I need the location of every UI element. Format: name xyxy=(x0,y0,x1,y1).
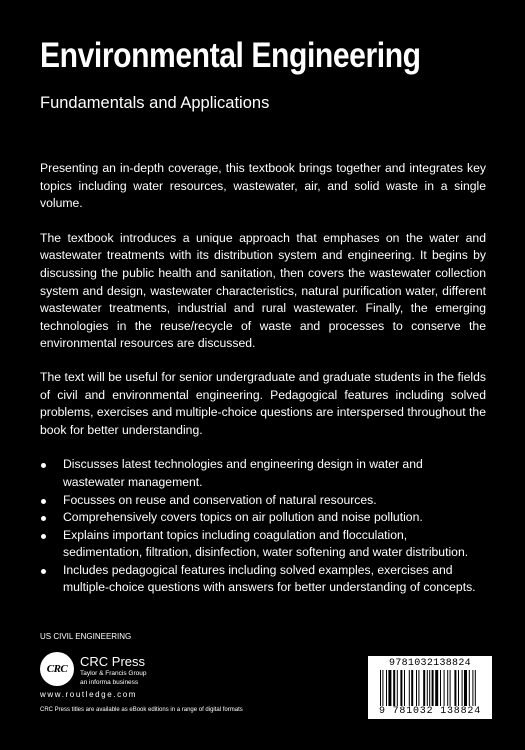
barcode-bar xyxy=(418,670,419,706)
barcode-bar xyxy=(429,670,430,706)
barcode-bar xyxy=(393,670,395,706)
book-title: Environmental Engineering xyxy=(40,36,421,75)
barcode-bar xyxy=(472,670,473,706)
barcode-bar xyxy=(462,670,463,706)
feature-list xyxy=(40,456,486,597)
barcode-bar xyxy=(432,670,434,706)
barcode-bar xyxy=(469,670,470,706)
isbn-barcode xyxy=(368,656,492,719)
feature-list-item: Explains important topics including coagulation and flocculation, sedimentation, filtration, disinfection, water softening and water distribution. xyxy=(40,527,486,562)
logo-text: CRC xyxy=(46,663,68,675)
description-body xyxy=(40,160,486,597)
isbn-number-bottom: 9 781032 138824 xyxy=(378,706,481,717)
feature-list-item: Includes pedagogical features including solved examples, exercises and multiple-choice questions with answers for better understanding of concepts. xyxy=(40,562,486,597)
barcode-bar xyxy=(435,670,438,706)
description-paragraph: The text will be useful for senior undergraduate and graduate students in the fields of civil and environmental engineering. Pedagogical features including solved problems, exercises and multiple-choice questions are interspersed throughout the book for better understanding. xyxy=(40,369,486,437)
barcode-bar xyxy=(464,670,467,706)
barcode-bar xyxy=(454,670,456,706)
ebook-note: CRC Press titles are available as eBook editions in a range of digital formats xyxy=(40,707,243,713)
barcode-bar xyxy=(458,670,459,706)
description-paragraph: Presenting an in-depth coverage, this textbook brings together and integrates key topics including water resources, wastewater, air, and solid waste in a single volume. xyxy=(40,161,486,211)
barcode-bar xyxy=(423,670,425,706)
barcode-bar xyxy=(440,670,441,706)
barcode-bar xyxy=(447,670,448,706)
barcode-bar xyxy=(450,670,451,706)
publisher-website: www.routledge.com xyxy=(40,690,138,699)
feature-list-item: Discusses latest technologies and engineering design in water and wastewater management. xyxy=(40,456,486,491)
barcode-bar xyxy=(404,670,405,706)
isbn-number-top: 9781032138824 xyxy=(389,658,471,669)
barcode-bar xyxy=(386,670,387,706)
barcode-bar xyxy=(411,670,413,706)
publisher-group: Taylor & Francis Group xyxy=(80,670,147,677)
barcode-bar xyxy=(416,670,417,706)
crc-press-logo xyxy=(40,652,74,686)
barcode-bar xyxy=(409,670,410,706)
barcode-bar xyxy=(382,670,383,706)
barcode-bar xyxy=(380,670,381,706)
barcode-bar xyxy=(400,670,402,706)
feature-list-item: Comprehensively covers topics on air pollution and noise pollution. xyxy=(40,509,486,527)
barcode-bar xyxy=(397,670,398,706)
barcode-bar xyxy=(388,670,391,706)
description-paragraph: The textbook introduces a unique approach that emphases on the water and wastewater treatments with its distribution system and engineering. It begins by discussing the public health and sanitation, then covers the wastewater collection system and design, wastewater characteristics, natural purification water, different wastewater treatments, industrial and rural wastewater. Finally, the emerging technologies in the reuse/recycle of waste and processes to conserve the environmental resources are discussed. xyxy=(40,230,486,351)
subject-category: US CIVIL ENGINEERING xyxy=(40,632,132,641)
publisher-name: CRC Press xyxy=(80,654,146,669)
barcode-bars xyxy=(380,670,480,706)
barcode-bar xyxy=(427,670,428,706)
feature-list-item: Focusses on reuse and conservation of natural resources. xyxy=(40,492,486,510)
barcode-bar xyxy=(444,670,445,706)
book-subtitle: Fundamentals and Applications xyxy=(40,94,270,112)
publisher-informa: an informa business xyxy=(80,679,139,686)
barcode-bar xyxy=(475,670,476,706)
